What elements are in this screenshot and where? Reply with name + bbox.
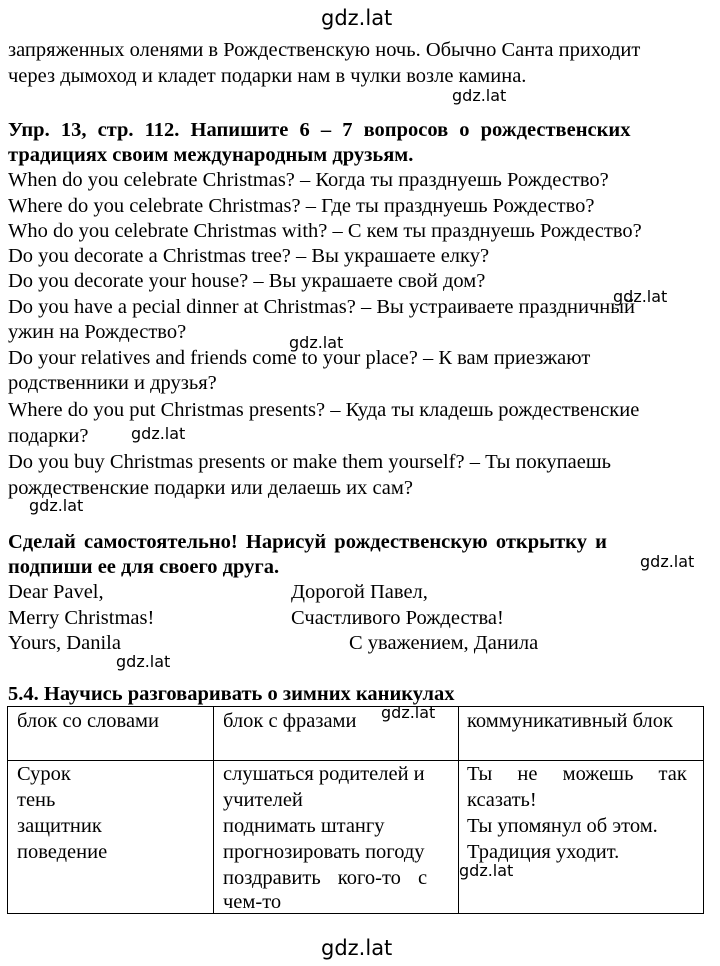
card-ru-line: Счастливого Рождества! — [291, 607, 504, 629]
question-line: Do you buy Christmas presents or make them yourself? – Ты покупаешь — [8, 451, 611, 473]
card-en-line: Dear Pavel, — [8, 581, 104, 603]
watermark: gdz.lat — [613, 287, 668, 306]
table-header-label: блок с фразами — [223, 710, 357, 732]
watermark: gdz.lat — [29, 496, 84, 515]
watermark: gdz.lat — [640, 552, 695, 571]
question-line: родственники и друзья? — [8, 372, 217, 394]
table-cell-text: поздравить кого-то с — [223, 867, 428, 889]
table-cell-text: поднимать штангу — [223, 815, 385, 837]
question-line: Where do you celebrate Christmas? – Где ты празднуешь Рождество? — [8, 195, 595, 217]
table-cell-text: поведение — [17, 841, 108, 863]
table-cell-text: Ты упомянул об этом. — [467, 815, 658, 837]
table-cell-text: учителей — [223, 789, 303, 811]
intro-line-1 — [8, 38, 700, 62]
question-line: When do you celebrate Christmas? – Когда ты празднуешь Рождество? — [8, 169, 609, 191]
card-en-line: Merry Christmas! — [8, 607, 155, 629]
table-cell-text: Сурок — [17, 763, 71, 785]
question-line: ужин на Рождество? — [8, 321, 187, 343]
intro-text: запряженных оленями в Рождественскую ночь. Обычно Санта приходит — [8, 39, 641, 61]
watermark: gdz.lat — [116, 652, 171, 671]
watermark-bottom: gdz.lat — [321, 936, 393, 960]
question-line: Do your relatives and friends come to your place? – К вам приезжают — [8, 347, 591, 369]
table-cell-text: слушаться родителей и — [223, 763, 425, 785]
question-line: подарки? — [8, 425, 89, 447]
table-cell-text: тень — [17, 789, 56, 811]
question-line: Do you decorate a Christmas tree? – Вы украшаете елку? — [8, 245, 490, 267]
exercise-title-1: Упр. 13, стр. 112. Напишите 6 – 7 вопросов о рождественских — [8, 119, 631, 141]
task-title-2: подпиши ее для своего друга. — [8, 556, 280, 578]
card-ru-line: Дорогой Павел, — [291, 581, 428, 603]
question-line: Where do you put Christmas presents? – Куда ты кладешь рождественские — [8, 399, 640, 421]
table-cell-text: Традиция уходит. — [467, 841, 620, 863]
task-title-1: Сделай самостоятельно! Нарисуй рождественскую открытку и — [8, 531, 607, 553]
section-heading: 5.4. Научись разговаривать о зимних каникулах — [8, 683, 455, 705]
exercise-title-2: традициях своим международным друзьям. — [8, 144, 414, 166]
table-cell-text: ксазать! — [467, 789, 537, 811]
table-header-label-text: коммуникативный блок — [467, 710, 673, 732]
table-cell-text: чем-то — [223, 891, 282, 913]
question-line: Do you have a pecial dinner at Christmas? – Вы устраиваете праздничный — [8, 296, 636, 318]
card-ru-line: С уважением, Данила — [349, 632, 539, 654]
watermark: gdz.lat — [131, 424, 186, 443]
card-en-line: Yours, Danila — [8, 632, 121, 654]
table-header-label: блок со словами — [17, 710, 159, 732]
table-cell-text: прогнозировать погоду — [223, 841, 425, 863]
table-cell-text: Ты не можешь так — [467, 763, 687, 785]
table-cell-text: защитник — [17, 815, 102, 837]
watermark-top: gdz.lat — [321, 6, 393, 30]
question-line: рождественские подарки или делаешь их сам? — [8, 477, 413, 499]
question-line: Who do you celebrate Christmas with? – С кем ты празднуешь Рождество? — [8, 220, 642, 242]
watermark: gdz.lat — [289, 333, 344, 352]
watermark: gdz.lat — [452, 86, 507, 105]
watermark: gdz.lat — [459, 861, 514, 880]
intro-line-2: через дымоход и кладет подарки нам в чулки возле камина. — [8, 65, 527, 87]
table-header-label — [467, 709, 697, 734]
watermark: gdz.lat — [381, 703, 436, 722]
question-line: Do you decorate your house? – Вы украшаете свой дом? — [8, 270, 486, 292]
